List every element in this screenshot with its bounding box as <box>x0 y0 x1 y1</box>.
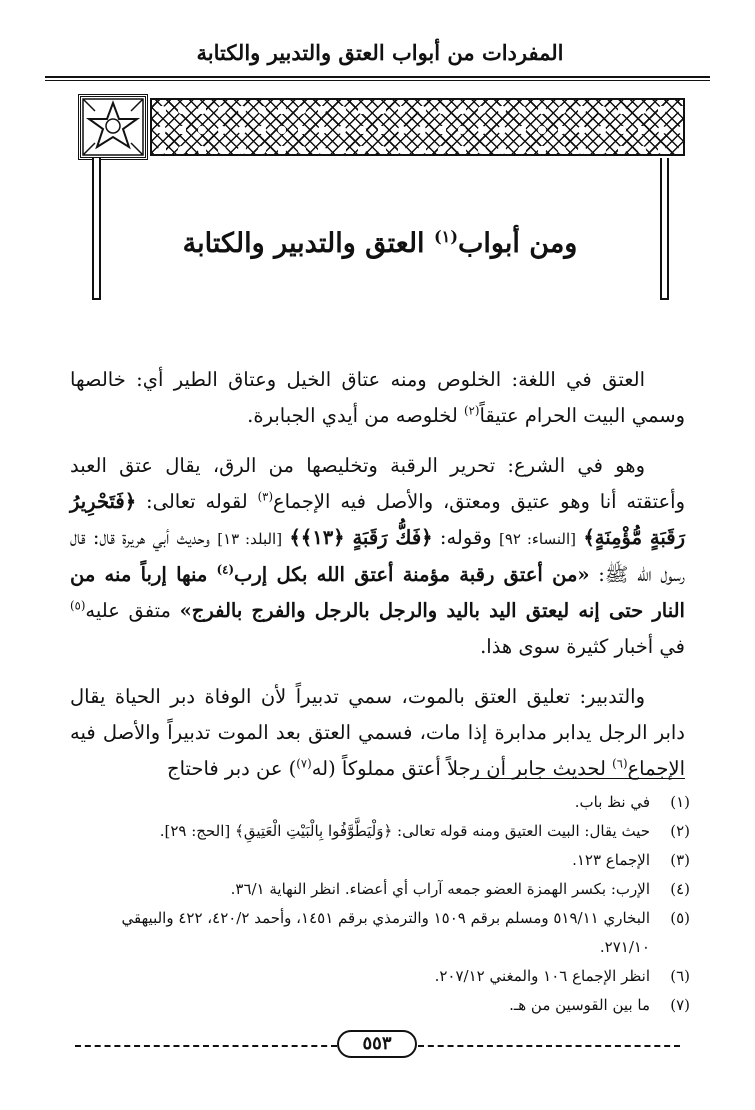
running-header: المفردات من أبواب العتق والتدبير والكتابة <box>196 40 564 65</box>
banner-post-right <box>660 158 669 300</box>
footnote: (١) في نظ باب. <box>574 793 690 811</box>
banner-post-left <box>92 158 101 300</box>
star-medallion-ornament <box>78 94 148 160</box>
hadith-text: منها إرباً منه من النار حتى إنه ليعتق اليد باليد والرجل بالرجل والفرج بالفرج» <box>70 563 685 622</box>
hadith-text: «من أعتق رقبة مؤمنة أعتق الله بكل إرب <box>233 563 590 586</box>
footnote-separator <box>475 778 685 779</box>
paragraph-legal-definition: وهو في الشرع: تحرير الرقبة وتخليصها من الرق، يقال عتق العبد وأعتقته أنا وهو عتيق ومعتق، والأصل فيه الإجماع$^{(٣)}$ لقوله تعالى: ﴿فَتَحْرِيرُ رَقَبَةٍ مُّؤْمِنَةٍ﴾ [النساء: ٩٢] وقوله: ﴿فَكُّ رَقَبَةٍ ﴿١٣﴾﴾ [البلد: ١٣] وحديث أبي هريرة قال: قال رسول الله ﷺ: «من أعتق رقبة مؤمنة أعتق الله بكل إرب$^{(٤)}$ منها إرباً منه من النار حتى إنه ليعتق اليد باليد والرجل بالرجل والفرج بالفرج» متفق عليه$^{(٥)}$ في أخبار كثيرة سوى هذا. <box>70 454 685 658</box>
paragraph-tadbir: والتدبير: تعليق العتق بالموت، سمي تدبيراً لأن الوفاة دبر الحياة يقال دابر الرجل يدابر مدابرة إذا مات، فسمي العتق بعد الموت تدبيراً والأصل فيه الإجماع$^{(٦)}$ لحديث جابر أن رجلاً أعتق مملوكاً (له$^{(٧)}$) عن دبر فاحتاج <box>70 685 685 780</box>
footnote: (٣) الإجماع ١٢٣. <box>572 851 690 869</box>
quran-quote: ﴿فَكُّ رَقَبَةٍ ﴿١٣﴾﴾ <box>289 526 433 549</box>
header-rule-thin <box>45 80 710 81</box>
quran-citation: [النساء: ٩٢] <box>498 530 577 548</box>
page-number: ٥٥٣ <box>337 1030 417 1058</box>
page-footer <box>75 1028 680 1062</box>
footnote: (٢) حيث يقال: البيت العتيق ومنه قوله تعالى: ﴿وَلْيَطَّوَّفُوا بِالْبَيْتِ الْعَتِيقِ﴾ [الحج: ٢٩]. <box>159 822 690 840</box>
footnotes <box>70 788 690 1020</box>
paragraph-language-definition: العتق في اللغة: الخلوص ومنه عتاق الخيل وعتاق الطير أي: خالصها وسمي البيت الحرام عتيقاً$^{(٢)}$ لخلوصه من أيدي الجبابرة. <box>70 368 685 427</box>
quran-citation: [البلد: ١٣] <box>217 530 283 548</box>
body-text <box>70 362 685 801</box>
footer-dash-right <box>418 1045 680 1047</box>
chapter-title: ومن أبواب$^{(١)}$ العتق والتدبير والكتابة <box>182 227 578 259</box>
quran-quote: ﴿فَتَحْرِيرُ رَقَبَةٍ مُّؤْمِنَةٍ﴾ <box>70 490 685 549</box>
footnote: (٥) البخاري ٥١٩/١١ ومسلم برقم ١٥٠٩ والترمذي برقم ١٤٥١، وأحمد ٤٢٠/٢، ٤٢٢ والبيهقي ٢٧١/١٠. <box>121 909 690 956</box>
ornamental-banner-strip <box>150 98 685 156</box>
footer-dash-left <box>75 1045 337 1047</box>
footnote: (٤) الإرب: بكسر الهمزة العضو جمعه آراب أي أعضاء. انظر النهاية ٣٦/١. <box>230 880 690 898</box>
footnote: (٧) ما بين القوسين من هـ. <box>509 996 690 1014</box>
footnote: (٦) انظر الإجماع ١٠٦ والمغني ٢٠٧/١٢. <box>434 967 690 985</box>
star-ornament-icon <box>81 97 145 157</box>
header-rule <box>45 76 710 78</box>
footnote-ref: (١) <box>433 227 458 246</box>
